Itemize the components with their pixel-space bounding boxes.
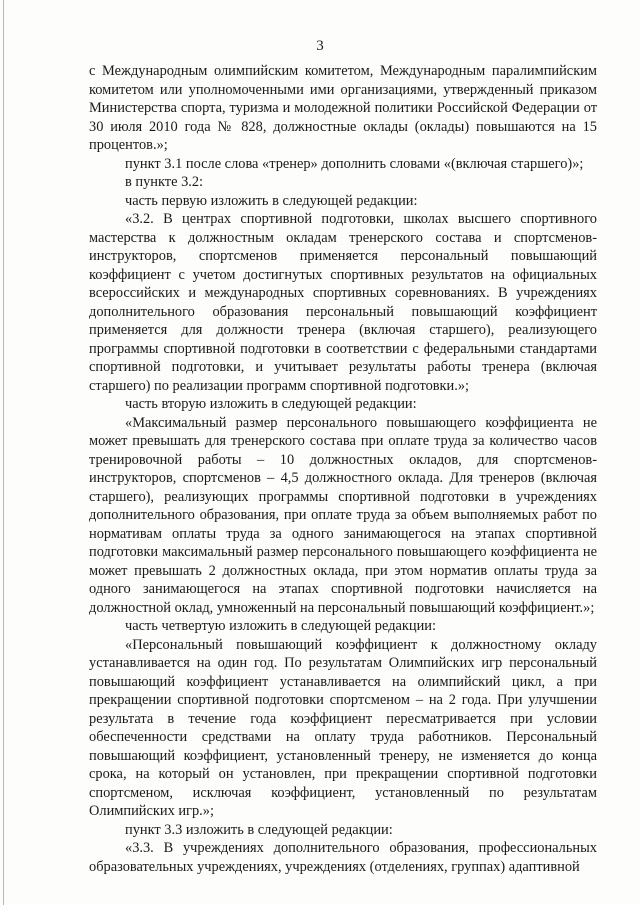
paragraph: пункт 3.1 после слова «тренер» дополнить словами «(включая старшего)»; bbox=[125, 155, 584, 172]
paragraph: с Международным олимпийским комитетом, Международным паралимпийским комитетом или уполномоченными ими организациями, утвержденный приказом Министерства спорта, туризма и молодежной политики Российской Федерации от 30 июля 2010 года № 828, должностные оклады (оклады) повышаются на 15 процентов.»; bbox=[89, 63, 597, 153]
paragraph: часть четвертую изложить в следующей редакции: bbox=[125, 618, 437, 634]
paragraph: «3.2. В центрах спортивной подготовки, школах высшего спортивного мастерства к должностным окладам тренерского состава и спортсменов-инструкторов, спортсменов применяется персональный повышающий коэффициент с учетом достигнутых спортивных результатов на официальных всероссийских и международных спортивных соревнованиях. В учреждениях дополнительного образования персональный повышающий коэффициент применяется для должности тренера (включая старшего), реализующего программы спортивной подготовки в соответствии с федеральными стандартами спортивной подготовки, и учитывает результаты работы тренера (включая старшего) по реализации программ спортивной подготовки.»; bbox=[89, 211, 597, 394]
page-number: 3 bbox=[316, 38, 324, 54]
paragraph: часть первую изложить в следующей редакции: bbox=[125, 192, 418, 209]
paragraph: «3.3. В учреждениях дополнительного образования, профессиональных образовательных учреждениях, учреждениях (отделениях, группах) адаптивной bbox=[89, 840, 597, 875]
paragraph: часть вторую изложить в следующей редакции: bbox=[125, 396, 417, 412]
paragraph: «Максимальный размер персонального повышающего коэффициента не может превышать для тренерского состава при оплате труда за количество часов тренировочной работы – 10 должностных окладов, для спортсменов-инструкторов, спортсменов – 4,5 должностного оклада. Для тренеров (включая старшего), реализующих программы спортивной подготовки в учреждениях дополнительного образования, при оплате труда за объем выполняемых работ по нормативам оплаты труда за одного занимающегося на этапах спортивной подготовки максимальный размер персонального повышающего коэффициента не может превышать 2 должностных оклада, при этом норматив оплаты труда за одного занимающегося на этапах спортивной подготовки начисляется на должностной оклад, умноженный на персональный повышающий коэффициент.»; bbox=[89, 414, 597, 616]
paragraph: пункт 3.3 изложить в следующей редакции: bbox=[125, 821, 393, 838]
paragraph: в пункте 3.2: bbox=[125, 174, 204, 190]
document-body bbox=[89, 62, 597, 876]
paragraph: «Персональный повышающий коэффициент к должностному окладу устанавливается на один год. По результатам Олимпийских игр персональный повышающий коэффициент устанавливается на олимпийский цикл, а при прекращении спортивной подготовки спортсменом – на 2 года. При улучшении результата в течение года коэффициент пересматривается при условии обеспеченности средствами на оплату труда работников. Персональный повышающий коэффициент, установленный тренеру, не изменяется до конца срока, на который он установлен, при прекращении спортивной подготовки спортсменом, исключая коэффициент, установленный по результатам Олимпийских игр.»; bbox=[89, 636, 597, 819]
scan-edge-line bbox=[3, 0, 4, 905]
